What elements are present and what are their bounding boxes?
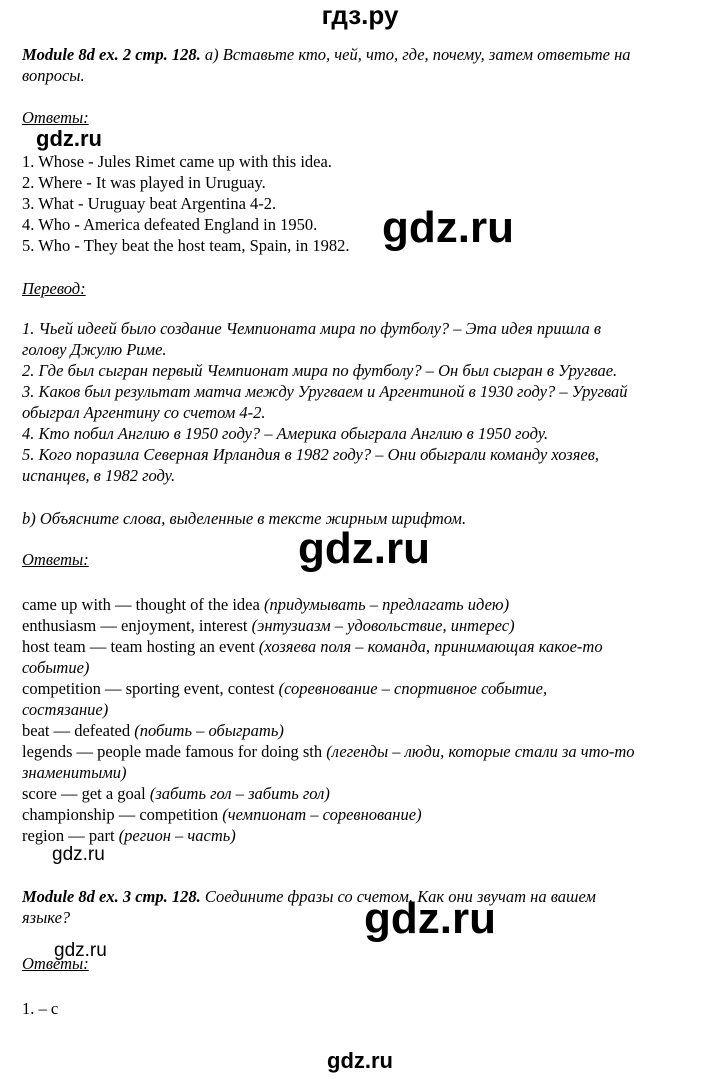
ex3-title [22, 886, 702, 928]
ex2-answers-list [22, 151, 702, 256]
vocab-item: score — get a goal (забить гол – забить гол) [22, 784, 330, 803]
translation-line: 1. Чьей идеей было создание Чемпионата мира по футболу? – Эта идея пришла в [22, 319, 602, 338]
vocab-item: enthusiasm — enjoyment, interest (энтузиазм – удовольствие, интерес) [22, 616, 515, 635]
watermark-large: gdz.ru [364, 894, 496, 943]
ex2-title-bold: Module 8d ex. 2 стр. 128. [22, 45, 201, 64]
footer-watermark: gdz.ru [327, 1048, 393, 1073]
ex3-title-line2: языке? [22, 908, 71, 927]
ex2-title [22, 44, 702, 86]
list-item: 5. Who - They beat the host team, Spain, in 1982. [22, 236, 350, 255]
translation-line: 2. Где был сыгран первый Чемпионат мира по футболу? – Он был сыгран в Уругвае. [22, 361, 618, 380]
watermark-large: gdz.ru [382, 203, 514, 252]
site-header-watermark: гдз.ру [321, 0, 399, 30]
ex2-translation-label: Перевод: [22, 279, 86, 298]
vocab-item: region — part (регион – часть) [22, 826, 236, 845]
ex3-title-bold: Module 8d ex. 3 стр. 128. [22, 887, 201, 906]
vocab-item: competition — sporting event, contest (соревнование – спортивное событие, [22, 679, 548, 698]
ex3-title-rest: Соедините фразы со счетом. Как они звучат на вашем [200, 887, 596, 906]
ex2-title-rest: a) Вставьте кто, чей, что, где, почему, затем ответьте на [200, 45, 631, 64]
translation-line: обыграл Аргентину со счетом 4-2. [22, 403, 266, 422]
ex2-vocab-list [22, 594, 702, 846]
vocab-item: событие) [22, 658, 90, 677]
translation-line: голову Джулю Риме. [22, 340, 167, 359]
ex2-answers-label-b: Ответы: [22, 550, 89, 569]
ex2-translation [22, 318, 702, 486]
vocab-item: championship — competition (чемпионат – соревнование) [22, 805, 422, 824]
watermark-small: gdz.ru [54, 940, 107, 961]
ex2-answers-label: Ответы: [22, 108, 89, 127]
ex2-part-b: b) Объясните слова, выделенные в тексте жирным шрифтом. [22, 509, 467, 528]
vocab-item: beat — defeated (побить – обыграть) [22, 721, 284, 740]
list-item: 1. Whose - Jules Rimet came up with this idea. [22, 152, 332, 171]
list-item: 2. Where - It was played in Uruguay. [22, 173, 266, 192]
ex3-answers-label: Ответы: [22, 954, 89, 973]
vocab-item: состязание) [22, 700, 109, 719]
ex2-title-line2: вопросы. [22, 66, 85, 85]
translation-line: 3. Каков был результат матча между Уругваем и Аргентиной в 1930 году? – Уругвай [22, 382, 628, 401]
vocab-item: came up with — thought of the idea (придумывать – предлагать идею) [22, 595, 510, 614]
watermark-small: gdz.ru [36, 126, 102, 151]
vocab-item: legends — people made famous for doing sth (легенды – люди, которые стали за что-то [22, 742, 635, 761]
vocab-item: host team — team hosting an event (хозяева поля – команда, принимающая какое-то [22, 637, 603, 656]
ex3-answer-1: 1. – c [22, 999, 59, 1018]
list-item: 4. Who - America defeated England in 1950. [22, 215, 318, 234]
list-item: 3. What - Uruguay beat Argentina 4-2. [22, 194, 277, 213]
watermark-small: gdz.ru [52, 844, 105, 865]
watermark-large: gdz.ru [298, 524, 430, 573]
translation-line: испанцев, в 1982 году. [22, 466, 176, 485]
translation-line: 5. Кого поразила Северная Ирландия в 1982 году? – Они обыграли команду хозяев, [22, 445, 600, 464]
vocab-item: знаменитыми) [22, 763, 127, 782]
translation-line: 4. Кто побил Англию в 1950 году? – Америка обыграла Англию в 1950 году. [22, 424, 549, 443]
